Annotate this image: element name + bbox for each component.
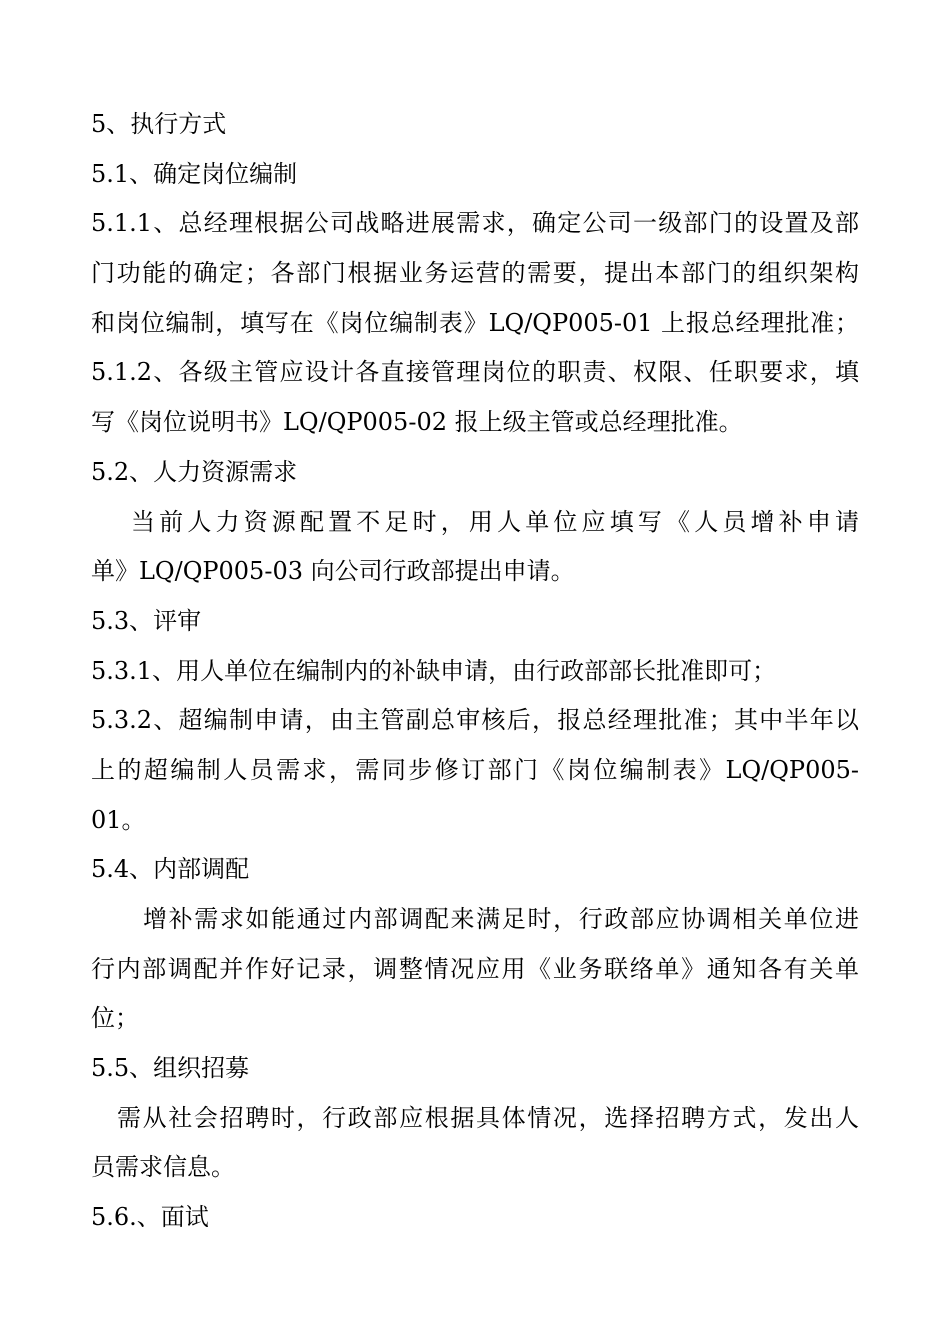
text-line: 01。 (91, 805, 146, 834)
text-line: 增补需求如能通过内部调配来满足时，行政部应协调相关单位进 (143, 905, 859, 933)
text-line: 5.2、人力资源需求 (91, 457, 298, 486)
text-line: 行内部调配并作好记录，调整情况应用《业务联络单》通知各有关单 (91, 954, 859, 983)
text-line: 5.1、确定岗位编制 (91, 159, 298, 188)
text-line: 5.3.1、用人单位在编制内的补缺申请，由行政部部长批准即可； (91, 656, 777, 685)
text-line: 和岗位编制，填写在《岗位编制表》LQ/QP005-01 上报总经理批准； (91, 308, 859, 337)
document-body (91, 100, 859, 1243)
text-line: 写《岗位说明书》LQ/QP005-02 报上级主管或总经理批准。 (91, 408, 743, 437)
text-line: 5.3、评审 (91, 606, 202, 635)
text-line: 5.3.2、超编制申请，由主管副总审核后，报总经理批准；其中半年以 (91, 706, 859, 735)
text-line: 5.5、组织招募 (91, 1054, 250, 1083)
text-line: 5.4、内部调配 (91, 855, 250, 884)
text-line: 当前人力资源配置不足时，用人单位应填写《人员增补申请 (131, 507, 859, 536)
text-line: 位； (91, 1004, 139, 1033)
text-line: 员需求信息。 (91, 1153, 235, 1182)
text-line: 5、执行方式 (91, 110, 227, 138)
text-line: 上的超编制人员需求，需同步修订部门《岗位编制表》LQ/QP005- (91, 755, 859, 784)
text-line: 5.6.、面试 (91, 1203, 209, 1232)
text-line: 5.1.2、各级主管应设计各直接管理岗位的职责、权限、任职要求，填 (91, 358, 859, 387)
text-line: 单》LQ/QP005-03 向公司行政部提出申请。 (91, 557, 575, 586)
text-line: 需从社会招聘时，行政部应根据具体情况，选择招聘方式，发出人 (117, 1103, 859, 1132)
text-line: 5.1.1、总经理根据公司战略进展需求，确定公司一级部门的设置及部 (91, 209, 859, 238)
text-line: 门功能的确定；各部门根据业务运营的需要，提出本部门的组织架构 (91, 259, 859, 288)
